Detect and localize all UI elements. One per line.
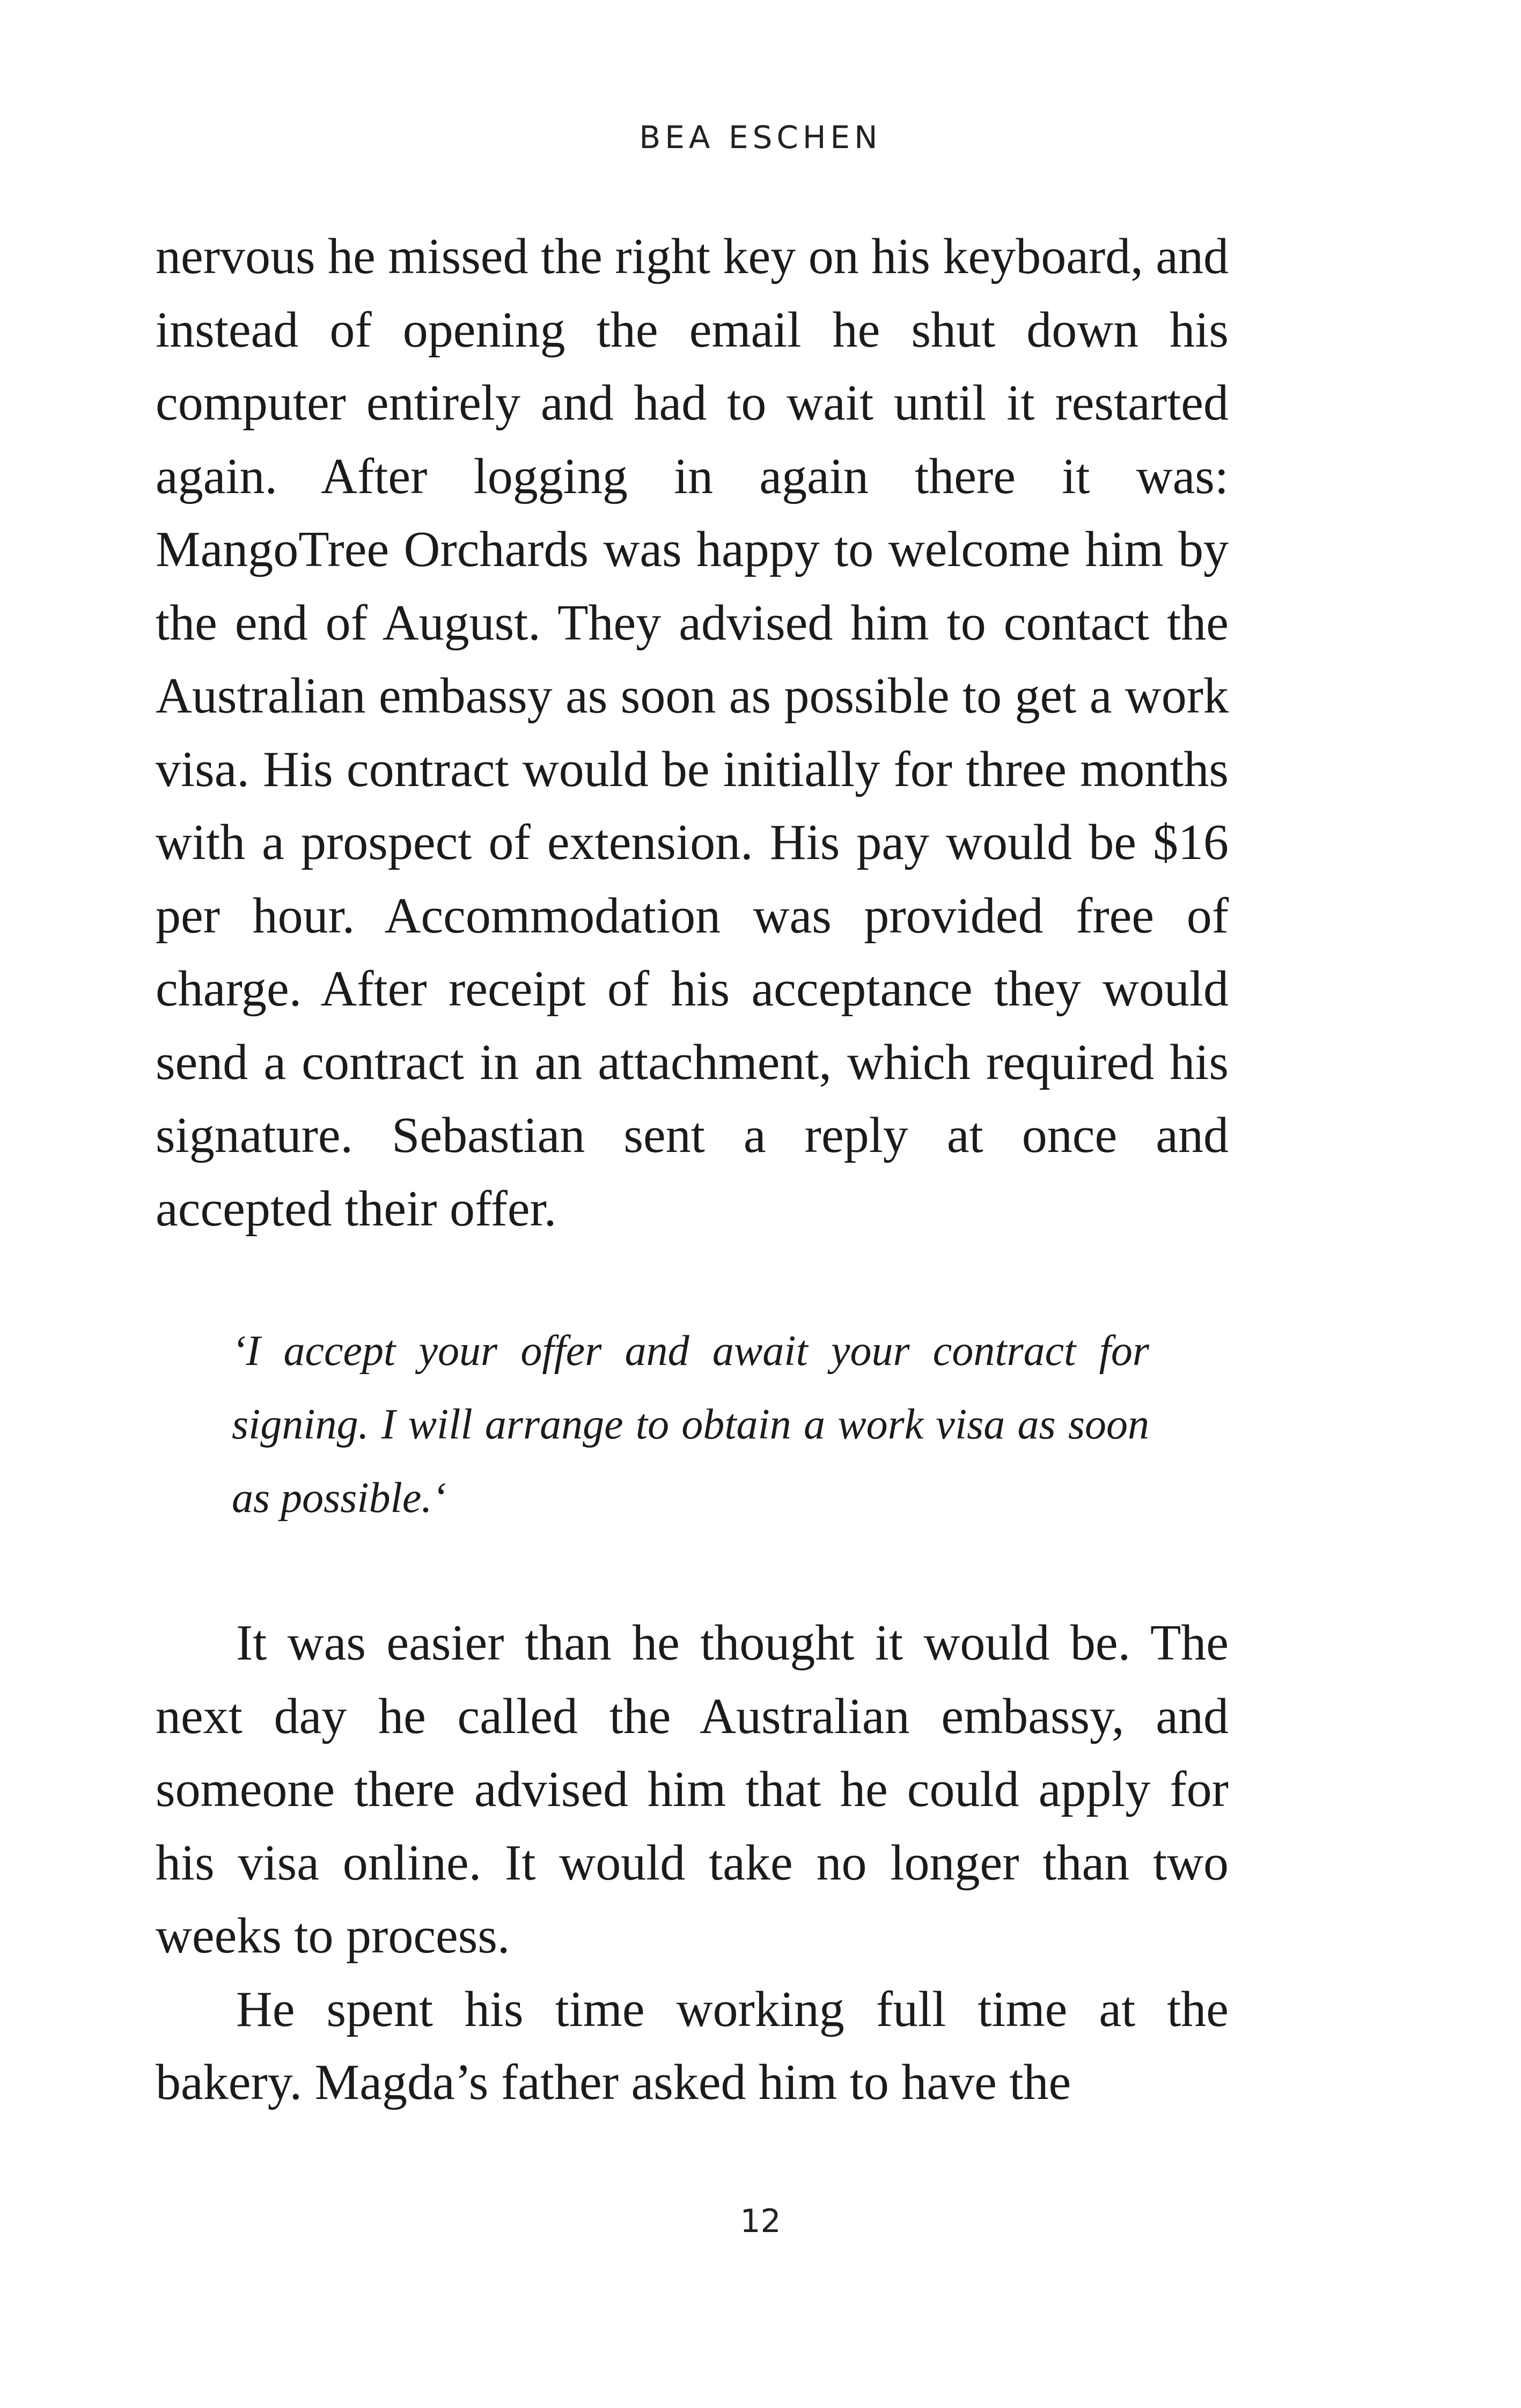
running-head: BEA ESCHEN [639,119,882,156]
body-text-bottom [156,1606,1229,2119]
quote-text: ‘I accept your offer and await your contract for signing. I will arrange to obtain a work visa as soon as possible.‘ [232,1327,1149,1522]
page-number: 12 [740,2203,781,2240]
block-quote [232,1315,1149,1535]
paragraph: nervous he missed the right key on his keyboard, and instead of opening the email he shut down his computer entirely and had to wait until it restarted again. After logging in again there it was: MangoTree Orchards was happy to welcome him by the end of August. They advised him to contact the Australian embassy as soon as possible to get a work visa. His contract would be initially for three months with a prospect of extension. His pay would be $16 per hour. Accommodation was provided free of charge. After receipt of his acceptance they would send a contract in an attachment, which required his signature. Sebastian sent a reply at once and accepted their offer. [156,229,1229,1237]
paragraph: It was easier than he thought it would be. The next day he called the Australian embassy, and someone there advised him that he could apply for his visa online. It would take no longer than two weeks to process. [156,1615,1229,1964]
body-text-top [156,220,1229,1245]
paragraph: He spent his time working full time at the bakery. Magda’s father asked him to have the [156,1981,1229,2110]
